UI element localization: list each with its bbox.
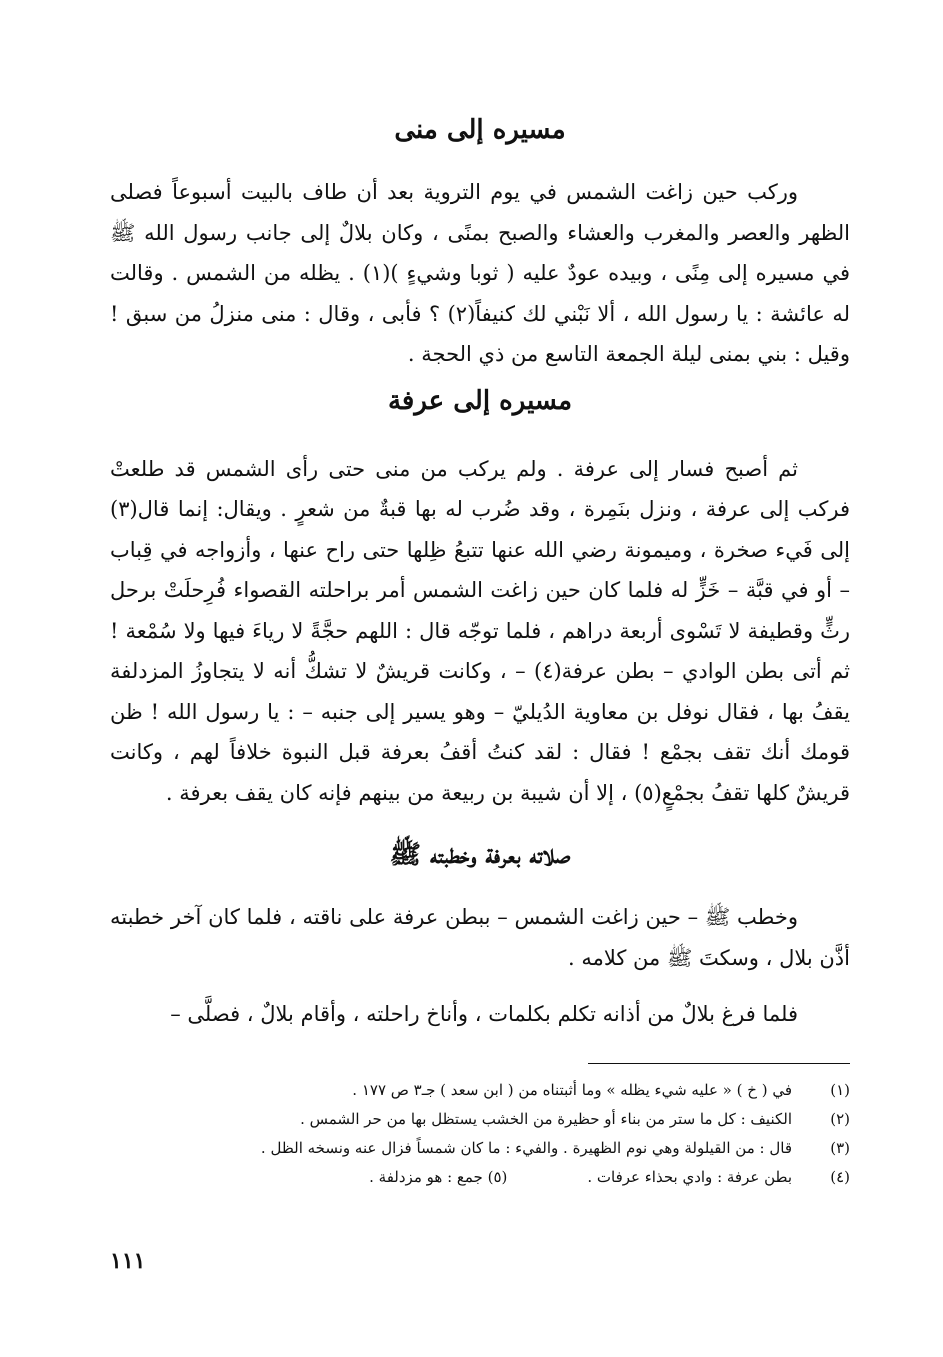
footnote-text: (٥) جمع : هو مزدلفة . bbox=[369, 1167, 508, 1186]
footnote-text: الكنيف : كل ما ستر من بناء أو حظيرة من الخشب يستظل بها من حر الشمس . bbox=[300, 1109, 792, 1128]
footnote-number: (٣) bbox=[830, 1138, 850, 1157]
footnote-text: قال : من القيلولة وهي نوم الظهيرة . والفيء : ما كان شمساً فزال عنه ونسخه الظل . bbox=[260, 1138, 792, 1157]
footnote bbox=[110, 1076, 850, 1105]
section-title: صلاته بعرفة وخطبته ﷺ bbox=[389, 840, 571, 870]
page-number: ١١١ bbox=[110, 1248, 146, 1274]
footnote-number: (٤) bbox=[830, 1167, 850, 1186]
footnote bbox=[110, 1163, 850, 1192]
paragraph: وخطب ﷺ – حين زاغت الشمس – ببطن عرفة على ناقته ، فلما كان آخر خطبته أذَّن بلال ، وسكتَ ﷺ من كلامه . bbox=[110, 905, 850, 970]
paragraph: وركب حين زاغت الشمس في يوم التروية بعد أن طاف بالبيت أسبوعاً فصلى الظهر والعصر والمغرب والعشاء والصبح بمنًى ، وكان بلالٌ إلى جانب رسول الله ﷺ في مسيره إلى مِنًى ، وبيده عودٌ عليه ( ثوبا وشيءٍ )(١) . يظله من الشمس . وقالت له عائشة : يا رسول الله ، ألا نَبْني لك كنيفاً(٢) ؟ فأبى ، وقال : منى منزلُ من سبق ! وقيل : بني بمنى ليلة الجمعة التاسع من ذي الحجة . bbox=[110, 180, 850, 366]
footnote bbox=[110, 1105, 850, 1134]
section-title: مسيره إلى منى bbox=[394, 115, 566, 145]
page bbox=[110, 100, 850, 1192]
footnote-text: في ( خ ) « عليه شيء يظله » وما أثبتناه من ( ابن سعد ) جـ٣ ص ١٧٧ . bbox=[352, 1080, 792, 1099]
footnote-divider bbox=[588, 1063, 850, 1064]
paragraph: فلما فرغ بلالٌ من أذانه تكلم بكلمات ، وأناخ راحلته ، وأقام بلالٌ ، فصلَّى – bbox=[170, 1002, 798, 1026]
footnote bbox=[110, 1134, 850, 1163]
paragraph: ثم أصبح فسار إلى عرفة . ولم يركب من منى حتى رأى الشمس قد طلعتْ فركب إلى عرفة ، ونزل بنَمِرة ، وقد ضُرب له بها قبةٌ من شعرٍ . ويقال: إنما قال(٣) إلى فَيء صخرة ، وميمونة رضي الله عنها تتبعُ ظِلها حتى راح عنها ، وأزواجه في قِباب – أو في قبَّة – خَزٍّ له فلما كان حين زاغت الشمس أمر براحلته القصواء فُرِحلَتْ برحل رثٍّ وقطيفة لا تَسْوى أربعة دراهم ، فلما توجّه قال : اللهم حجَّةً لا رياءَ فيها ولا سُمْعة ! ثم أتى بطن الوادي – بطن عرفة(٤) – ، وكانت قريشٌ لا تشكُّ أنه لا يتجاوزُ المزدلفة يقفُ بها ، فقال نوفل بن معاوية الدُيليّ – وهو يسير إلى جنبه – : يا رسول الله ! ظن قومك أنك تقف بجمْع ! فقال : لقد كنتُ أقفُ بعرفة قبل النبوة خلافاً لهم ، وكانت قريشٌ كلها تقفُ بجمْعٍ(٥) ، إلا أن شيبة بن ربيعة من بينهم فإنه كان يقف بعرفة . bbox=[110, 456, 850, 805]
footnote-number: (١) bbox=[830, 1080, 850, 1099]
footnote-text: بطن عرفة : وادي بحذاء عرفات . bbox=[587, 1167, 792, 1186]
section-title: مسيره إلى عرفة bbox=[387, 385, 573, 416]
footnote-number: (٢) bbox=[830, 1109, 850, 1128]
